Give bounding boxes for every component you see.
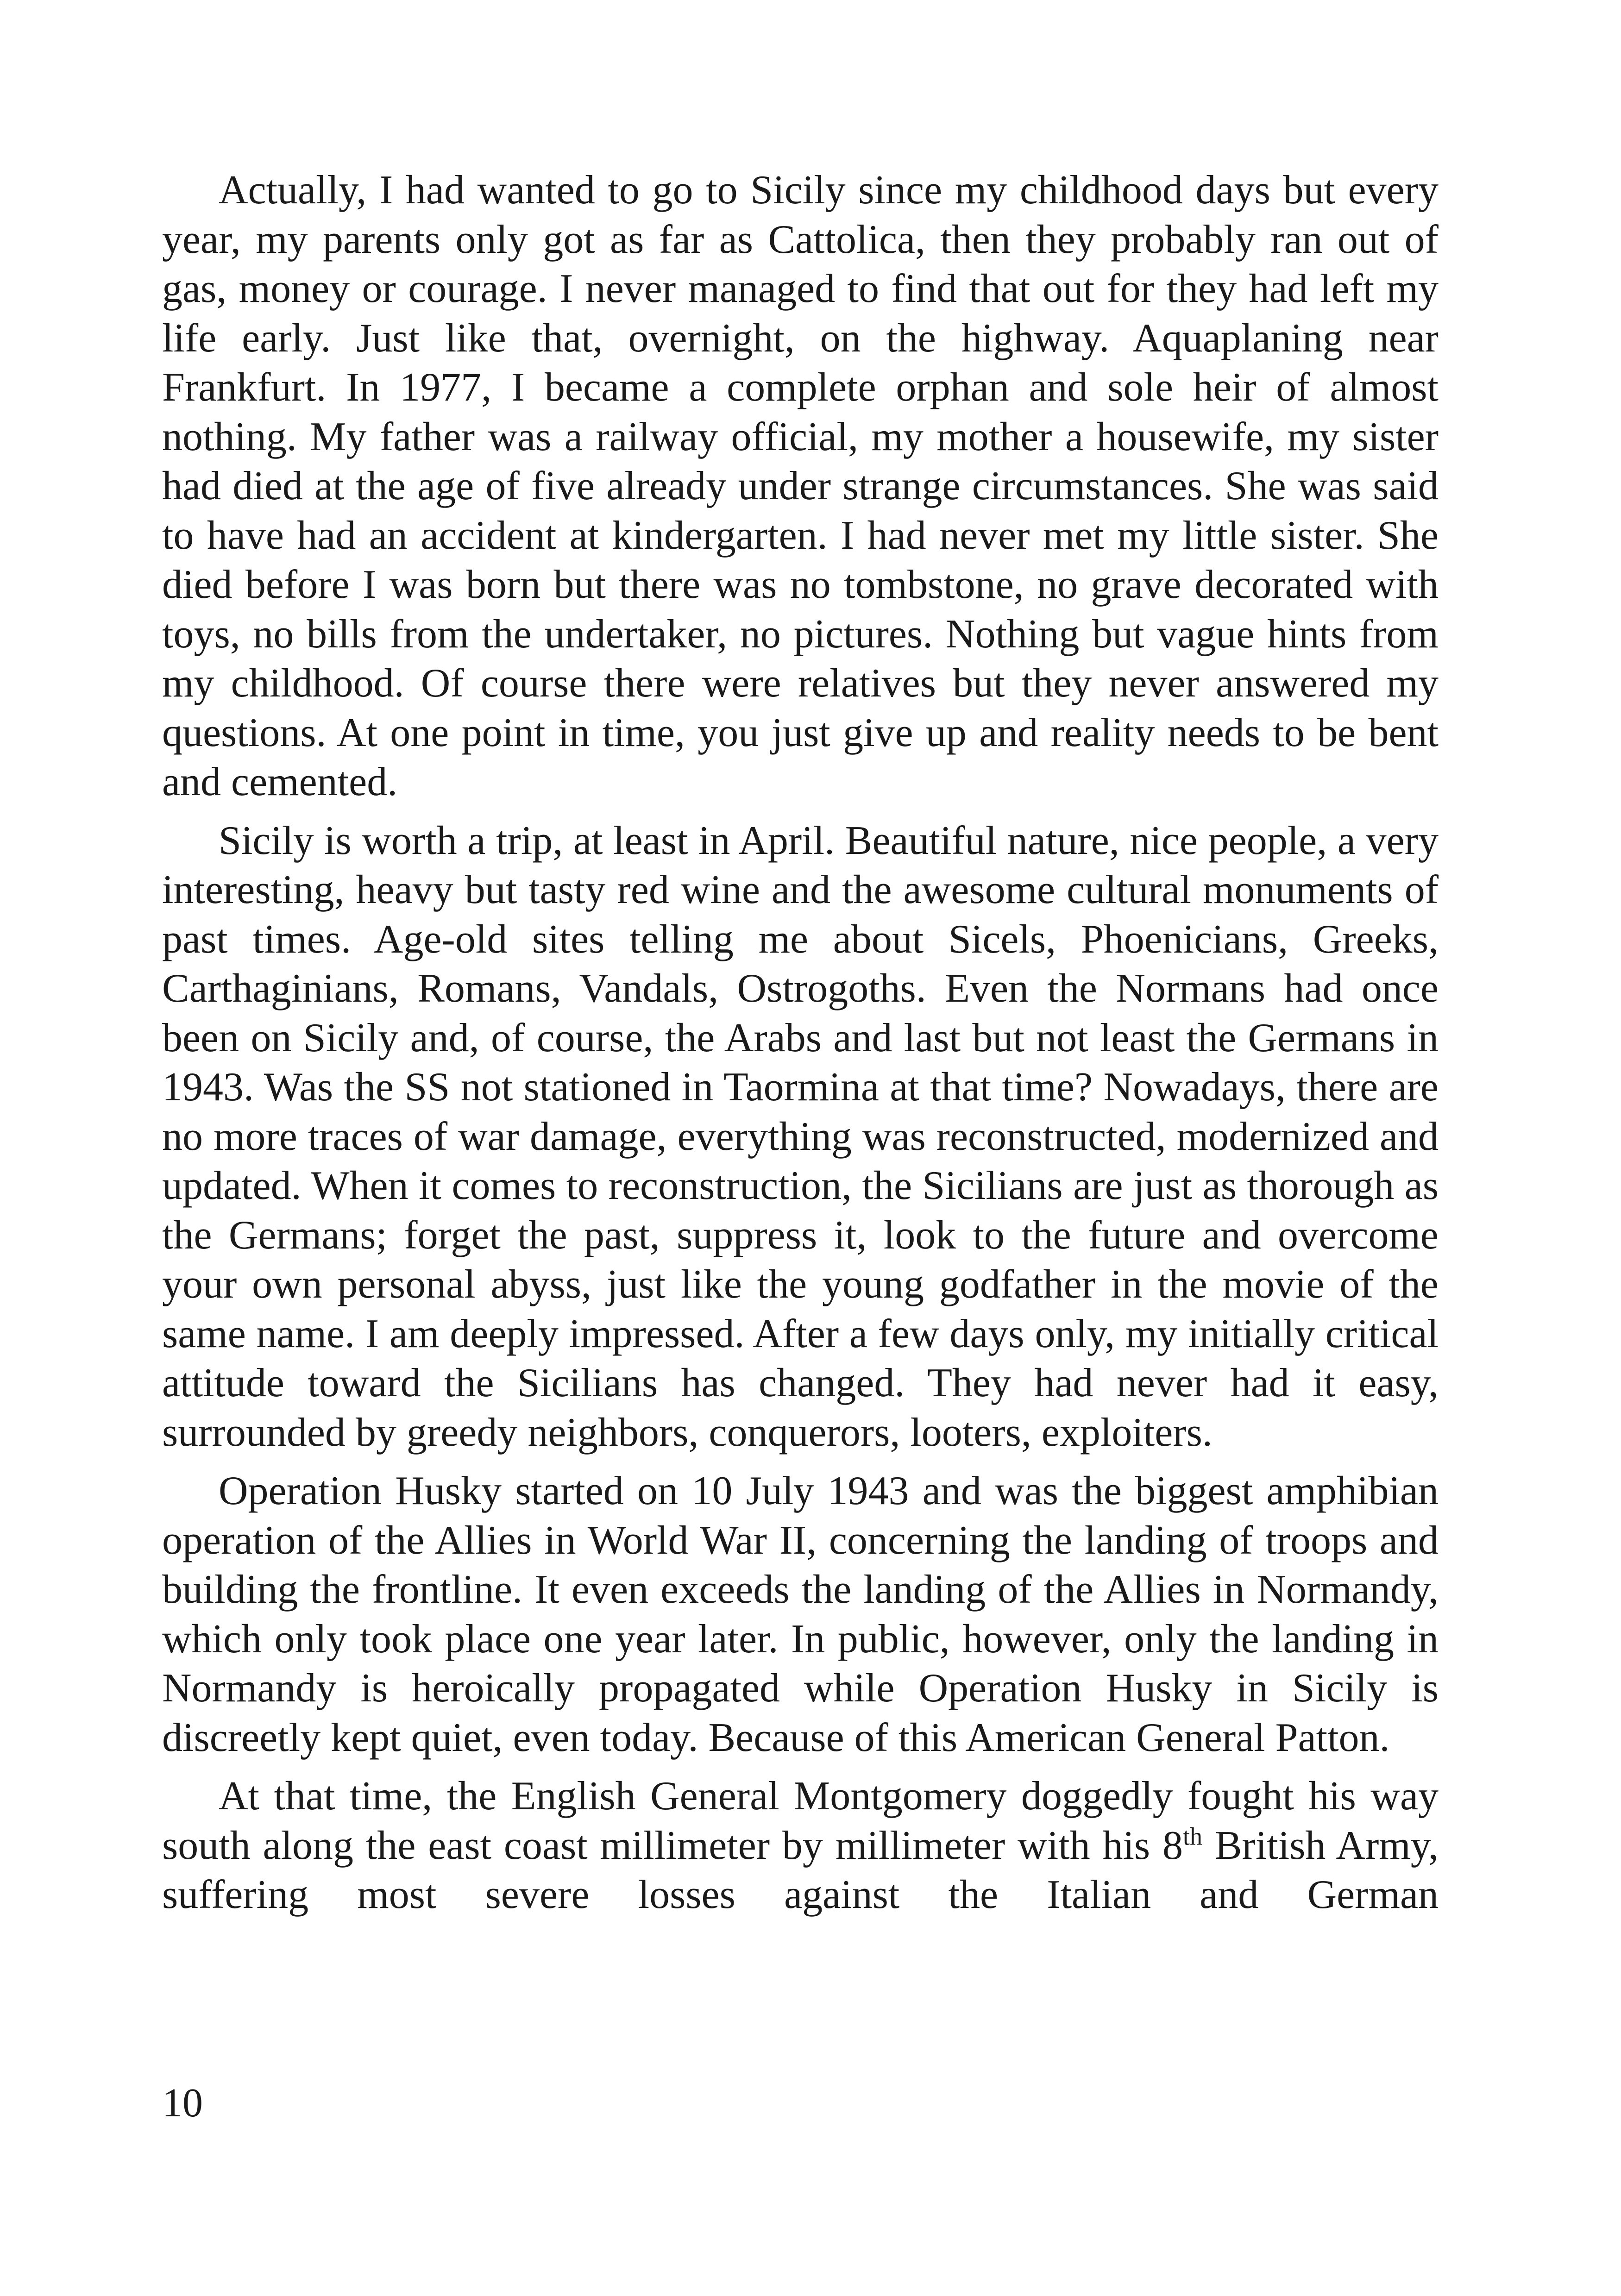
paragraph-3: Operation Husky started on 10 July 1943 and was the biggest amphibian operation of the Allies in World War II, concerning the landing of troops and building the frontline. It even exceeds the landing of the Allies in Normandy, which only took place one year later. In public, however, only the landing in Normandy is heroically propagated while Operation Husky in Sicily is discreetly kept quiet, even today. Because of this American General Patton. [162,1468,1439,1760]
ordinal-superscript: th [1182,1822,1202,1851]
paragraph-4-text-after: British Army, suffering most severe losses against the Italian and German [162,1823,1439,1917]
page-number: 10 [162,2081,203,2126]
paragraph-4 [162,1772,1439,1920]
paragraph-4-text-before: At that time, the English General Montgomery doggedly fought his way south along the east coast millimeter by millimeter with his 8 [162,1774,1439,1868]
paragraph-2: Sicily is worth a trip, at least in April. Beautiful nature, nice people, a very interesting, heavy but tasty red wine and the awesome cultural monuments of past times. Age-old sites telling me about Sicels, Phoenicians, Greeks, Carthaginians, Romans, Vandals, Ostrogoths. Even the Normans had once been on Sicily and, of course, the Arabs and last but not least the Germans in 1943. Was the SS not stationed in Taormina at that time? Nowadays, there are no more traces of war damage, everything was reconstructed, modernized and updated. When it comes to reconstruction, the Sicilians are just as thorough as the Germans; forget the past, suppress it, look to the future and overcome your own personal abyss, just like the young godfather in the movie of the same name. I am deeply impressed. After a few days only, my initially critical attitude toward the Sicilians has changed. They had never had it easy, surrounded by greedy neighbors, conquerors, looters, exploiters. [162,818,1439,1455]
body-text [162,166,1439,1929]
paragraph-1: Actually, I had wanted to go to Sicily since my childhood days but every year, my parents only got as far as Cattolica, then they probably ran out of gas, money or courage. I never managed to find that out for they had left my life early. Just like that, overnight, on the highway. Aquaplaning near Frankfurt. In 1977, I became a complete orphan and sole heir of almost nothing. My father was a railway official, my mother a housewife, my sister had died at the age of five already under strange circumstances. She was said to have had an accident at kindergarten. I had never met my little sister. She died before I was born but there was no tombstone, no grave decorated with toys, no bills from the undertaker, no pictures. Nothing but vague hints from my childhood. Of course there were relatives but they never answered my questions. At one point in time, you just give up and reality needs to be bent and cemented. [162,168,1439,804]
